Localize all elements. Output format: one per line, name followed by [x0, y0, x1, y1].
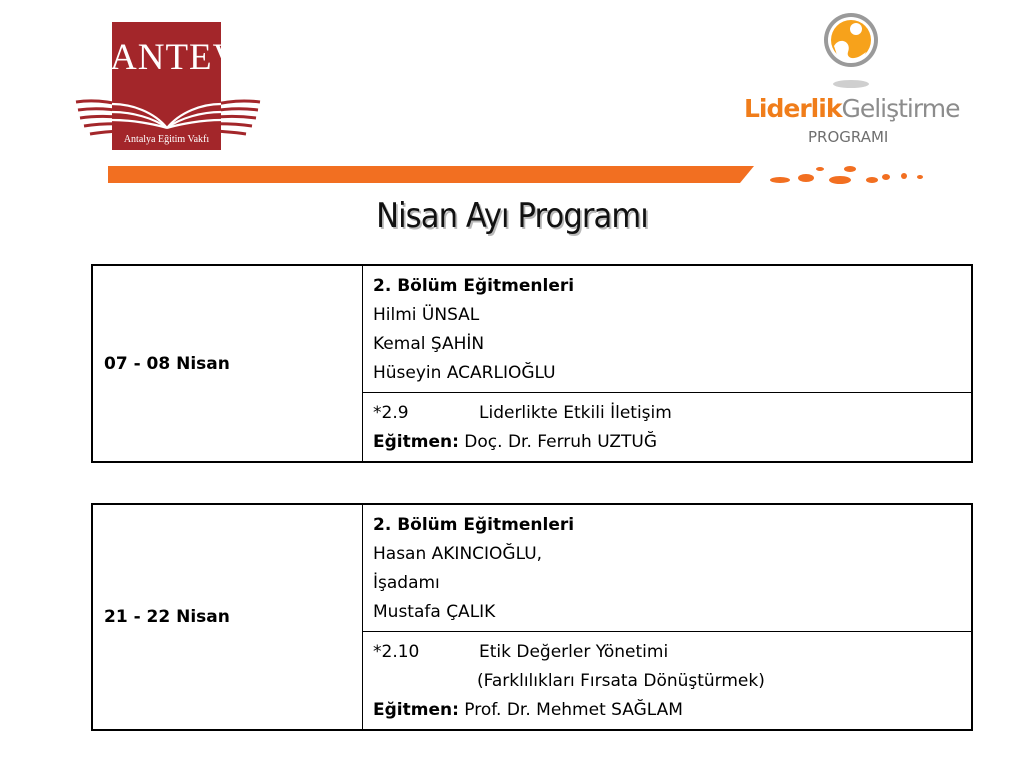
trainer-name: Mustafa ÇALIK	[373, 602, 496, 622]
trainer-name: Kemal ŞAHİN	[373, 334, 485, 354]
antev-logo	[74, 20, 264, 152]
liderlik-logo-light: Geliştirme	[841, 94, 960, 123]
trainers-cell	[363, 504, 973, 632]
person-circle-icon	[822, 12, 882, 92]
antev-logo-text: ANTEV	[110, 37, 241, 78]
course-title: Liderlikte Etkili İletişim	[479, 403, 672, 423]
trainer-name: Hasan AKINCIOĞLU,	[373, 544, 543, 564]
decorative-dots	[740, 160, 940, 186]
trainers-cell	[363, 265, 973, 393]
orange-divider-band	[108, 166, 754, 183]
course-code: *2.10	[373, 642, 420, 662]
session-table-1	[91, 264, 973, 463]
instructor-label: Eğitmen:	[373, 700, 459, 720]
course-cell	[363, 393, 973, 463]
course-code: *2.9	[373, 403, 409, 423]
antev-logo-subtitle: Antalya Eğitim Vakfı	[123, 134, 210, 145]
session-date: 21 - 22 Nisan	[92, 504, 363, 730]
course-title: Etik Değerler Yönetimi	[479, 642, 669, 662]
liderlik-logo-title	[744, 94, 974, 123]
trainer-name: Hüseyin ACARLIOĞLU	[373, 363, 556, 383]
liderlik-logo	[740, 10, 970, 155]
session-date: 07 - 08 Nisan	[92, 265, 363, 462]
section-title: 2. Bölüm Eğitmenleri	[373, 276, 575, 296]
course-cell	[363, 632, 973, 731]
trainer-name: Hilmi ÜNSAL	[373, 305, 480, 325]
liderlik-logo-bold: Liderlik	[744, 94, 842, 123]
instructor-name: Prof. Dr. Mehmet SAĞLAM	[464, 700, 683, 720]
trainer-name: İşadamı	[373, 573, 440, 593]
session-table-2	[91, 503, 973, 731]
page-title: Nisan Ayı Programı	[376, 196, 648, 236]
section-title: 2. Bölüm Eğitmenleri	[373, 515, 575, 535]
course-subtitle: (Farklılıkları Fırsata Dönüştürmek)	[477, 671, 765, 691]
liderlik-logo-program: PROGRAMI	[808, 128, 889, 146]
instructor-label: Eğitmen:	[373, 432, 459, 452]
instructor-name: Doç. Dr. Ferruh UZTUĞ	[464, 432, 657, 452]
